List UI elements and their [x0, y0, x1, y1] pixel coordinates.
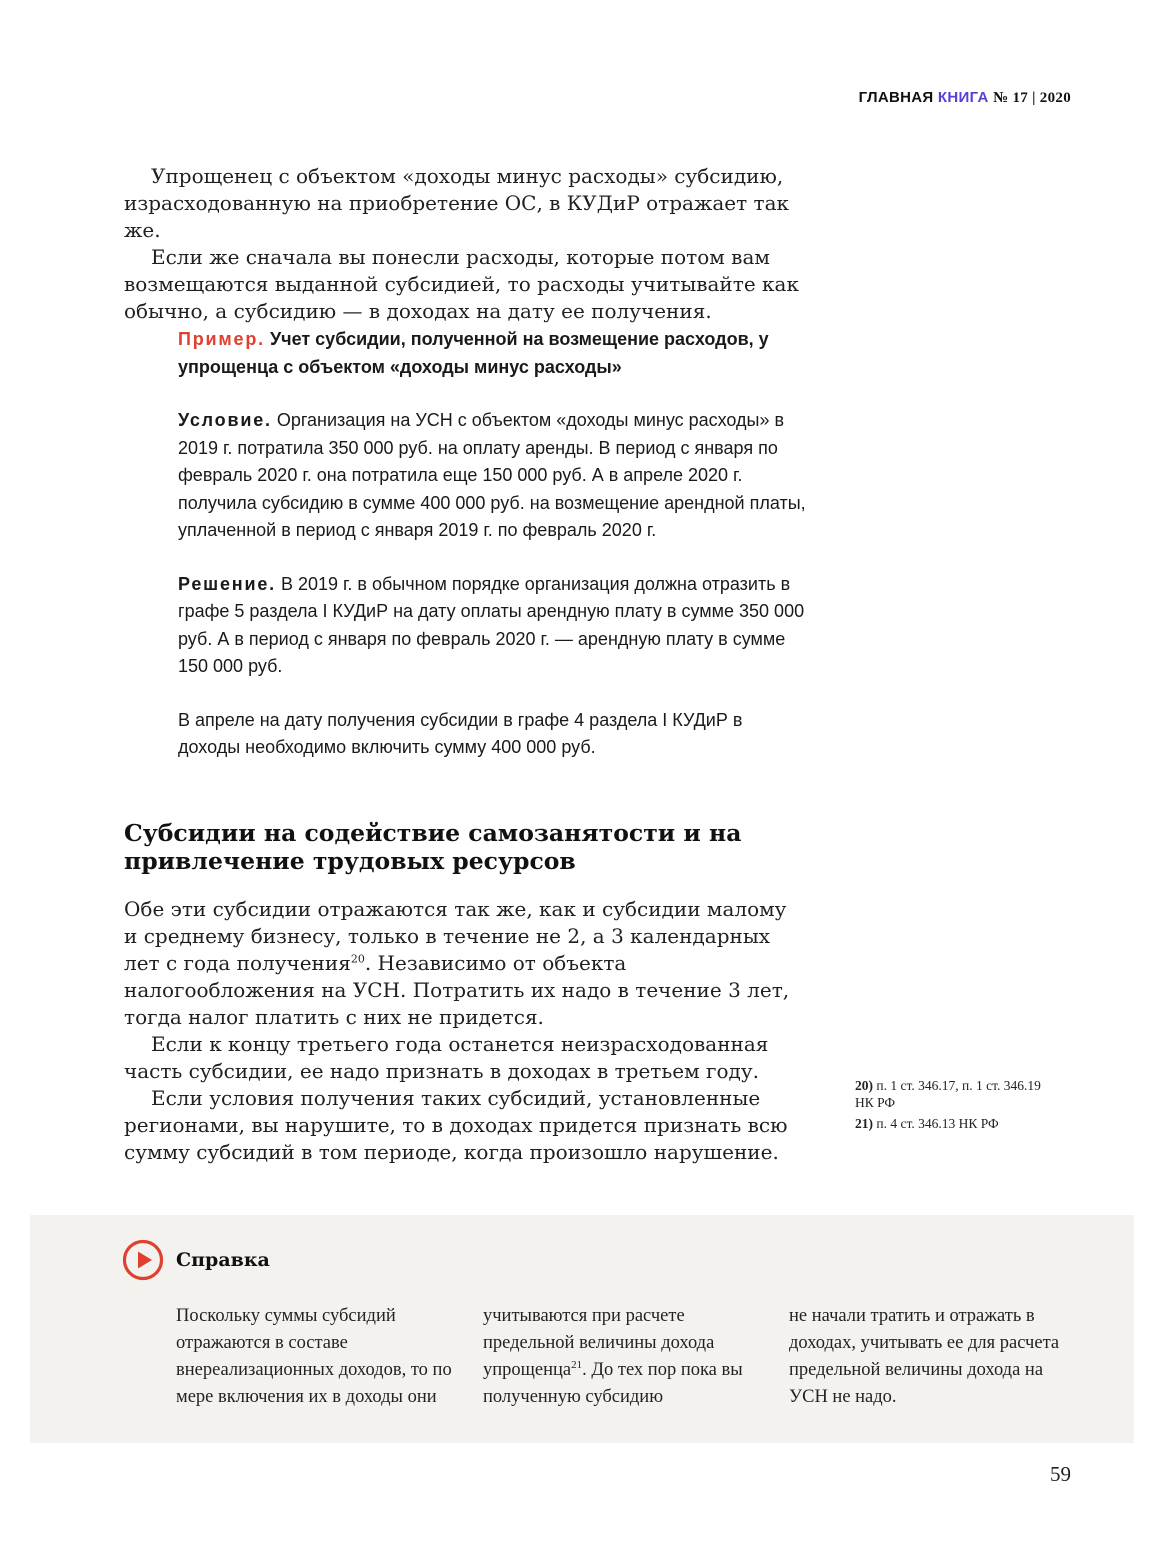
play-circle-icon	[122, 1239, 164, 1281]
reference-column-2-text: учитываются при расчете предельной величины дохода упрощенца	[483, 1306, 715, 1380]
example-solution	[178, 571, 808, 681]
example-title: Учет субсидии, полученной на возмещение расходов, у упрощенца с объектом «доходы минус расходы»	[178, 329, 769, 377]
intro-text	[124, 163, 802, 325]
example-condition	[178, 407, 808, 545]
section-paragraph-1	[124, 896, 802, 1031]
page-number: 59	[1050, 1462, 1071, 1486]
footnote-20	[855, 1077, 1055, 1111]
section-paragraph-1-text: Обе эти субсидии отражаются так же, как и субсидии малому и среднему бизнесу, только в течение не 2, а 3 календарных лет с года получения	[124, 897, 787, 975]
section-paragraph-1-text-end: . Независимо от объекта налогообложения на УСН. Потратить их надо в течение 3 лет, тогда налог платить с них не придется.	[124, 951, 790, 1029]
reference-column-3: не начали тратить и отражать в доходах, учитывать ее для расчета предельной величины дохода на УСН не надо.	[789, 1306, 1060, 1407]
footnotes	[855, 1077, 1055, 1136]
solution-text-2: В апреле на дату получения субсидии в графе 4 раздела I КУДиР в доходы необходимо включить сумму 400 000 руб.	[178, 709, 743, 757]
header-issue: № 17 | 2020	[993, 90, 1071, 106]
reference-column-2	[483, 1303, 773, 1411]
footnote-text: п. 1 ст. 346.17, п. 1 ст. 346.19 НК РФ	[855, 1078, 1041, 1110]
footnote-ref-20: 20	[350, 952, 365, 966]
header-title-part1: ГЛАВНАЯ	[858, 89, 934, 106]
reference-box	[30, 1215, 1134, 1443]
section-paragraph-3: Если условия получения таких субсидий, установленные регионами, вы нарушите, то в доходах придется признать всю сумму субсидий в том периоде, когда произошло нарушение.	[124, 1086, 788, 1164]
reference-title: Справка	[176, 1249, 270, 1271]
solution-label: Решение.	[178, 573, 276, 594]
section-text	[124, 896, 802, 1166]
reference-column-1: Поскольку суммы субсидий отражаются в составе внереализационных доходов, то по мере включения их в доходы они	[176, 1306, 452, 1407]
intro-paragraph-2: Если же сначала вы понесли расходы, которые потом вам возмещаются выданной субсидией, то расходы учитывайте как обычно, а субсидию — в доходах на дату ее получения.	[124, 245, 799, 323]
condition-text: Организация на УСН с объектом «доходы минус расходы» в 2019 г. потратила 350 000 руб. на оплату аренды. В период с января по февраль 2020 г. она потратила еще 150 000 руб. А в апреле 2020 г. получила субсидию в сумме 400 000 руб. на возмещение арендной платы, уплаченной в период с января 2019 г. по февраль 2020 г.	[178, 410, 806, 540]
reference-header	[122, 1239, 270, 1281]
example-heading	[178, 326, 808, 381]
footnote-21	[855, 1115, 1055, 1132]
footnote-text: п. 4 ст. 346.13 НК РФ	[876, 1116, 999, 1131]
condition-label: Условие.	[178, 410, 272, 430]
section-paragraph-2: Если к концу третьего года останется неизрасходованная часть субсидии, ее надо признать в доходах в третьем году.	[124, 1032, 769, 1083]
section-title: Субсидии на содействие самозанятости и на привлечение трудовых ресурсов	[124, 819, 742, 875]
footnote-number: 20)	[855, 1078, 873, 1093]
reference-column-2-text-end: . До тех пор пока вы полученную субсидию	[483, 1360, 743, 1407]
solution-text: В 2019 г. в обычном порядке организация должна отразить в графе 5 раздела I КУДиР на дату оплаты арендную плату в сумме 350 000 руб. А в период с января по февраль 2020 г. — арендную плату в сумме 150 000 руб.	[178, 573, 805, 676]
header-title-part2: КНИГА	[937, 89, 989, 106]
example-label: Пример.	[178, 329, 265, 349]
example-box	[178, 326, 808, 788]
footnote-ref-21: 21	[571, 1358, 583, 1371]
intro-paragraph-1: Упрощенец с объектом «доходы минус расходы» субсидию, израсходованную на приобретение ОС, в КУДиР отражает так же.	[124, 164, 790, 242]
magazine-header	[859, 89, 1071, 107]
footnote-number: 21)	[855, 1116, 873, 1131]
